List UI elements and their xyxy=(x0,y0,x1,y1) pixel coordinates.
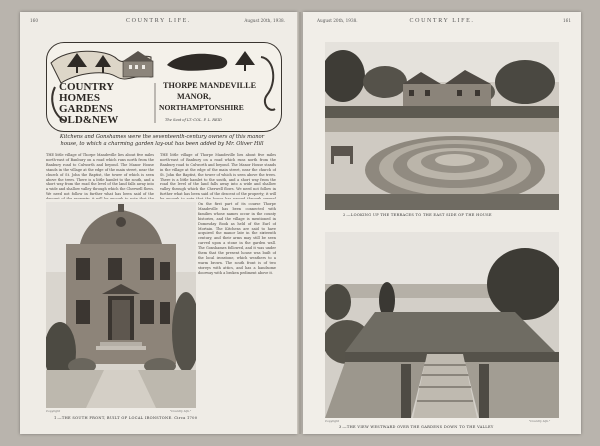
photo-2-caption: 2.—LOOKING UP THE TERRACES TO THE EAST SIDE OF THE HOUSE xyxy=(343,213,492,217)
photo-1-caption: 1.—THE SOUTH FRONT, BUILT OF LOCAL IRONSTONE. Circa 1700 xyxy=(54,416,198,420)
body-text-column-2: THE little village of Thorpe Mandeville lies about five miles north-east of Banbury on a road which runs north from the Banbury road to Culworth and beyond. The Manor House stands in the village at the edge of the main street, near the church of St. John the Baptist, the tower of which is seen above the trees. There is a little hamlet to the south, and a short way from the road the level of the land falls away into a wide and shallow valley through which the Cherwell flows. We need not follow in further what has been said of the descent of the property; it will xyxy=(160,153,276,197)
left-page-number: 160 xyxy=(30,18,38,23)
article-lede: Kitchens and Gonshames were the seventeenth-century owners of this manor house, to which a charming garden lay-out has been added by Mr. Oliver Hill xyxy=(59,134,265,147)
photo-terraces-east xyxy=(325,42,559,210)
masthead-manor: MANOR, xyxy=(177,92,211,101)
right-page-number: 161 xyxy=(563,18,571,23)
left-page xyxy=(20,12,297,434)
body-text-column-1: THE little village of Thorpe Mandeville lies about five miles north-east of Banbury on a road which runs north from the Banbury road to Culworth and beyond. The Manor House stands in the village at the edge of the main street, near the church of St. John the Baptist, the tower of which is seen above the trees. There is a little hamlet to the south, and a short way from the road the level of the land falls away into a wide and shallow valley through which the Cherwell flows. We need not follow in further what has been said of the xyxy=(46,153,154,197)
right-page xyxy=(303,12,581,434)
right-magazine-title: COUNTRY LIFE. xyxy=(409,18,475,24)
masthead-seat-of: The Seat of LT.-COL. P. L. REID xyxy=(165,118,222,122)
masthead-banner xyxy=(46,42,282,132)
left-photo-credit-copyright: Copyright xyxy=(46,409,61,413)
masthead-gardens: GARDENS xyxy=(59,103,113,115)
photo-view-westward xyxy=(325,232,559,418)
body-text-column-3: On the first part of its course Thorpe Mandeville has been connected with families whose names occur in the county histories, and the village is mentioned in Domesday Book as held of the Earl of Mortain. The Kitchens are said to have acquired the manor late in the sixteenth century, and their arms may still be seen carved upon a stone in the garden wall. The Gonshames followed, and it was under them that the present house was built of the local ironstone, which weathers to a warm brown. The south front is of two storeys with attics, and has a handsome doorway with a broken pediment above it. xyxy=(198,202,276,275)
right-photo-credit-copyright: Copyright xyxy=(325,419,340,423)
left-running-head xyxy=(20,18,297,26)
left-photo-credit-country-life: "Country Life." xyxy=(170,409,192,413)
masthead-thorpe-mandeville: THORPE MANDEVILLE xyxy=(163,81,257,90)
photo-south-front xyxy=(46,202,196,408)
right-issue-date: August 20th, 1938. xyxy=(317,18,358,23)
left-magazine-title: COUNTRY LIFE. xyxy=(126,18,191,24)
masthead-homes: HOMES xyxy=(59,92,100,104)
masthead-old-new: OLD&NEW xyxy=(59,114,119,126)
masthead-country: COUNTRY xyxy=(59,81,115,93)
left-issue-date: August 20th, 1938. xyxy=(244,18,285,23)
photo-3-caption: 3.—THE VIEW WESTWARD OVER THE GARDENS DOWN TO THE VALLEY xyxy=(339,425,494,429)
right-running-head xyxy=(303,18,581,26)
right-photo-credit-country-life: "Country Life." xyxy=(529,419,551,423)
masthead-northamptonshire: NORTHAMPTONSHIRE xyxy=(159,103,244,112)
